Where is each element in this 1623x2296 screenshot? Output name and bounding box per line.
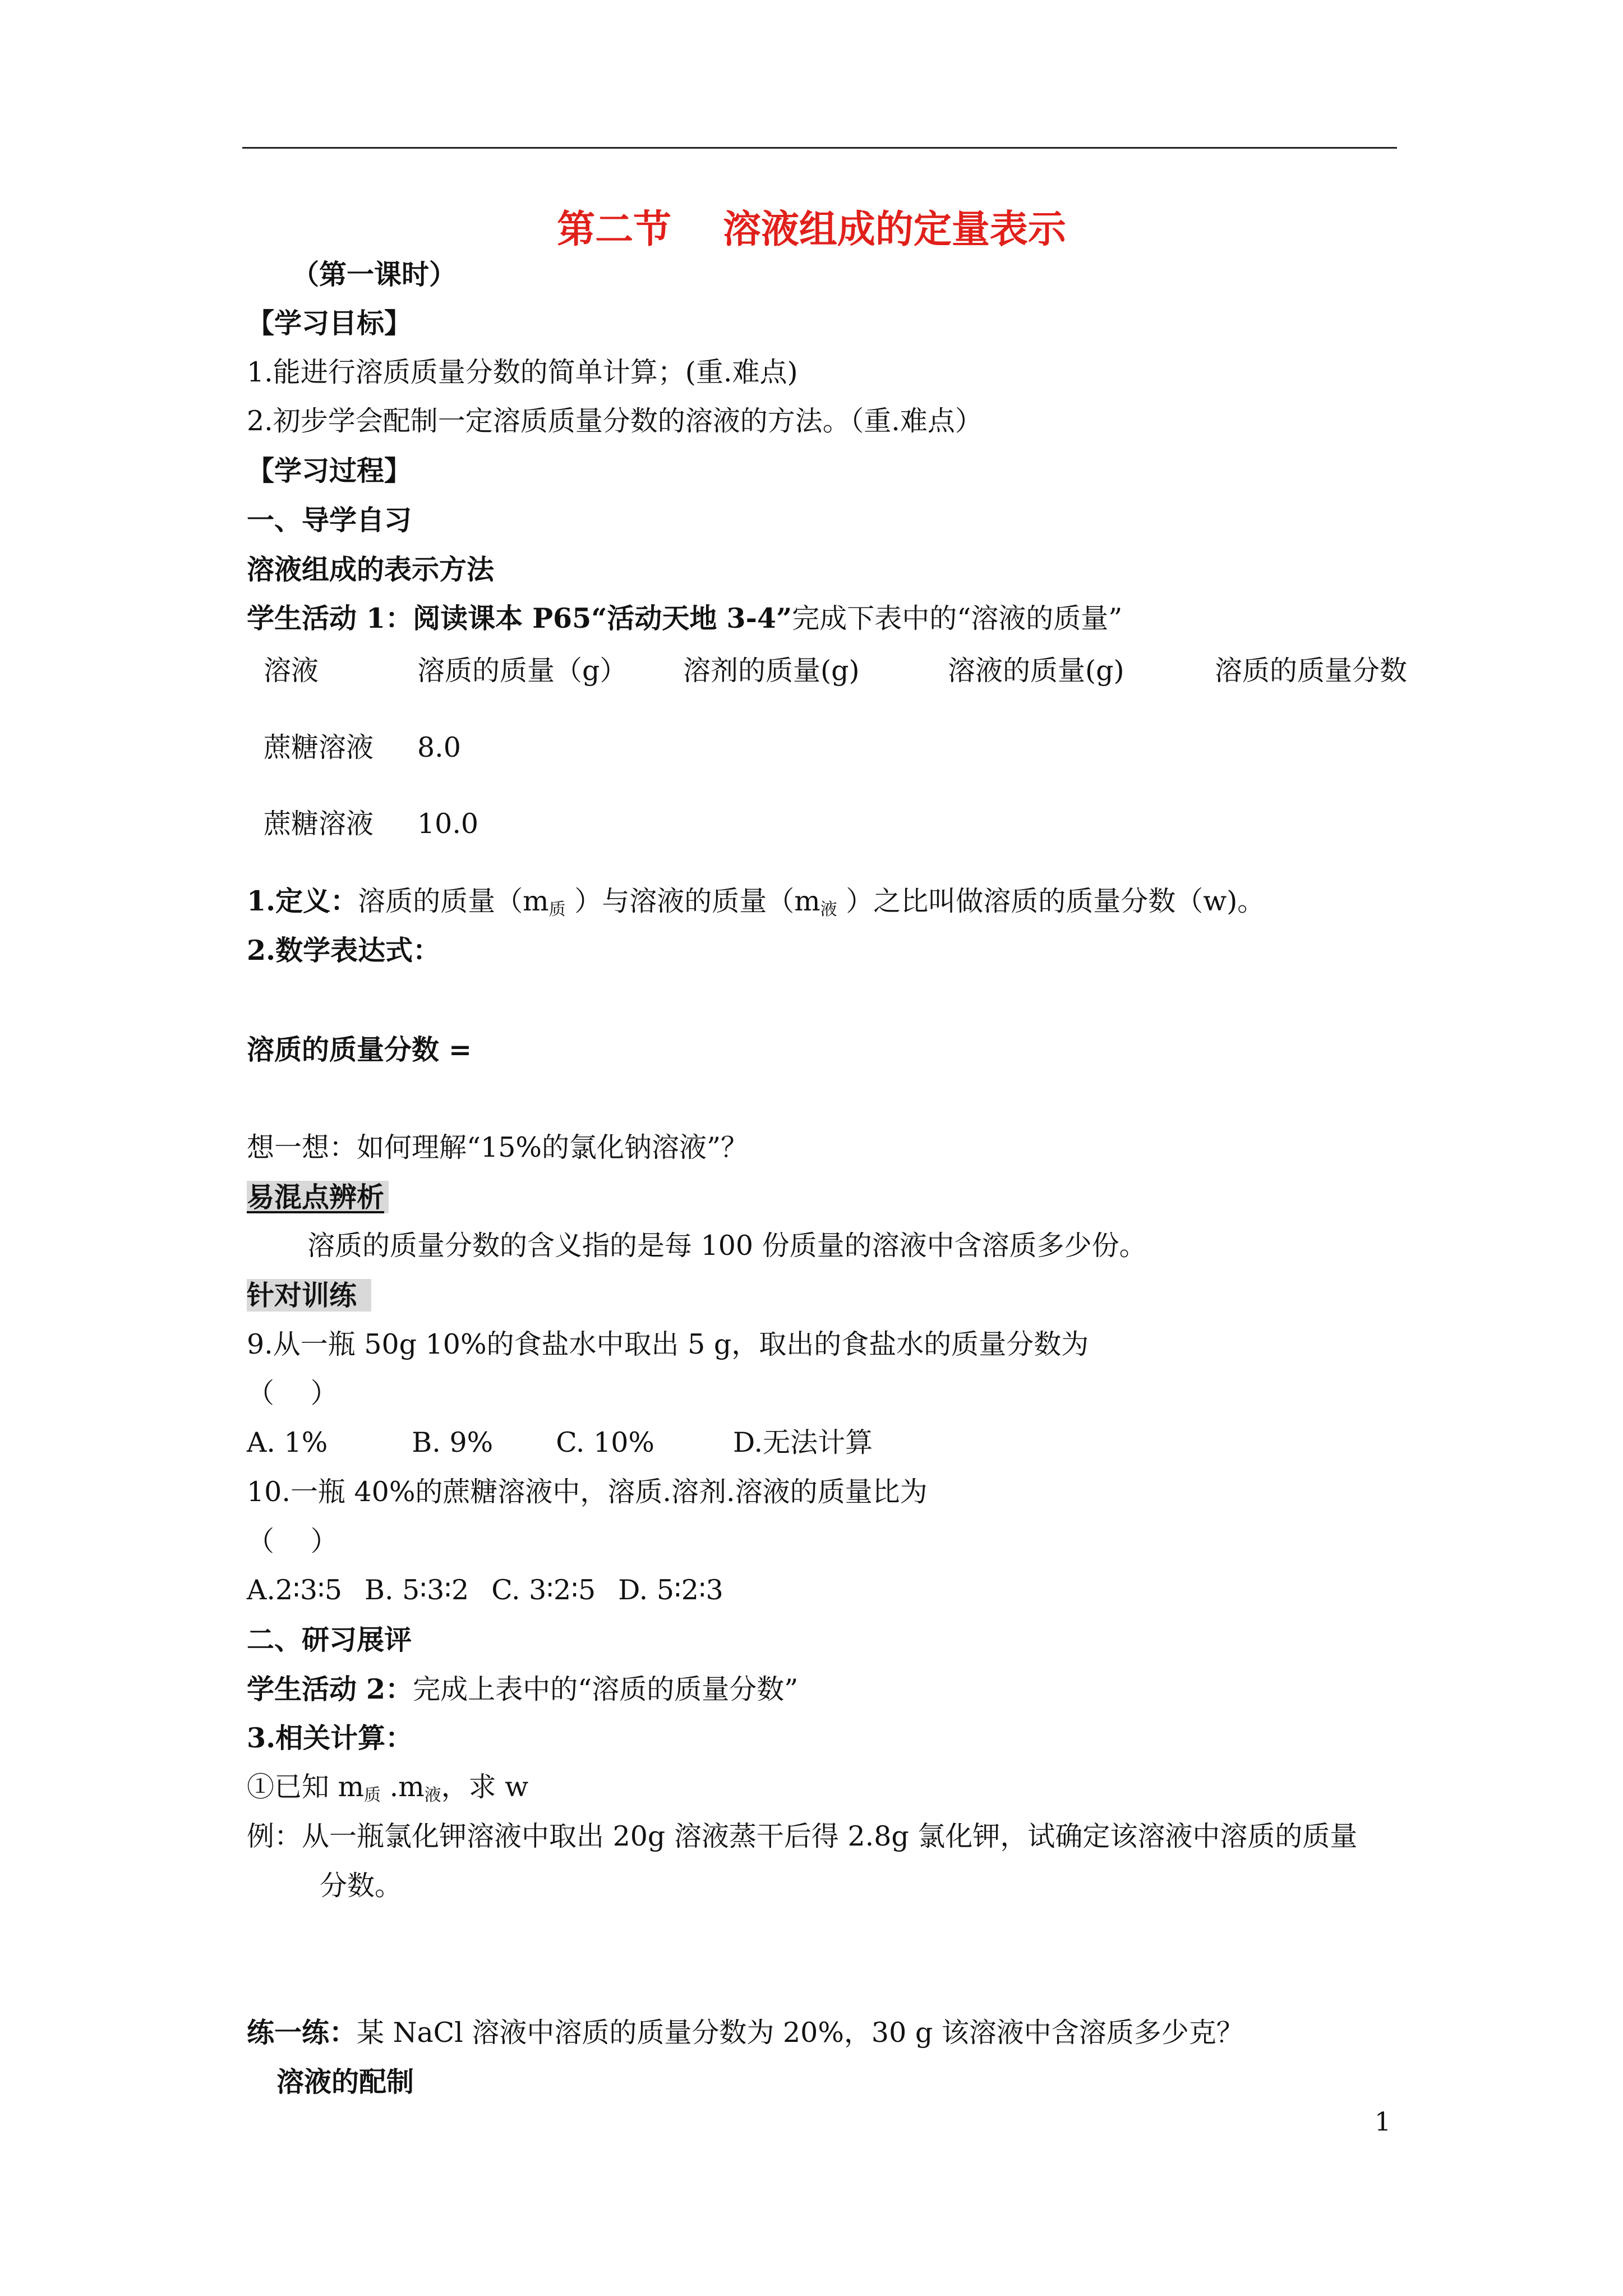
practice-text: 某 NaCl 溶液中溶质的质量分数为 20%，30 g 该溶液中含溶质多少克？ <box>357 2017 1244 2049</box>
table-header-solution-mass: 溶液的质量(g) <box>948 655 1124 687</box>
table-header-solute-mass: 溶质的质量（g） <box>417 655 628 687</box>
confusion-heading <box>247 1180 389 1214</box>
definition-sub-solute: 质 <box>548 900 566 919</box>
activity2 <box>247 1672 798 1707</box>
activity1-text: 完成下表中的“溶液的质量” <box>792 602 1123 634</box>
training-heading <box>247 1278 371 1313</box>
q10-option-b: B. 5∶3∶2 <box>365 1574 469 1606</box>
practice-label: 练一练： <box>247 2016 357 2049</box>
calc-heading: 3.相关计算： <box>247 1722 413 1754</box>
q10-option-a: A.2∶3∶5 <box>247 1574 342 1606</box>
activity2-text: 完成上表中的“溶质的质量分数” <box>413 1673 799 1705</box>
q10-option-c: C. 3∶2∶5 <box>491 1574 596 1606</box>
goal-1: 1.能进行溶质质量分数的简单计算；(重.难点) <box>247 356 798 388</box>
definition-label: 1.定义： <box>247 885 358 917</box>
known-text-2: .m <box>381 1771 425 1803</box>
page-title: 第二节 溶液组成的定量表示 <box>557 207 1066 252</box>
table-row-2-solution: 蔗糖溶液 <box>264 808 374 840</box>
goals-heading: 【学习目标】 <box>247 307 412 339</box>
q9-option-d: D.无法计算 <box>733 1427 873 1458</box>
known-sub-solute: 质 <box>364 1786 381 1805</box>
definition-sub-solution: 液 <box>820 900 837 919</box>
table-header-solution: 溶液 <box>264 655 319 687</box>
known-text-3: ，求 w <box>441 1771 529 1803</box>
definition-text-2: ）与溶液的质量（m <box>565 885 820 917</box>
known-text-1: ①已知 m <box>247 1771 365 1803</box>
representation-subheading: 溶液组成的表示方法 <box>247 553 495 586</box>
question-10-stem: 10.一瓶 40%的蔗糖溶液中，溶质.溶剂.溶液的质量比为 <box>247 1476 928 1508</box>
question-9-paren: （ ） <box>247 1377 338 1409</box>
preparation-heading: 溶液的配制 <box>276 2065 414 2098</box>
lesson-period: （第一课时） <box>292 258 457 291</box>
known-sub-solution: 液 <box>424 1786 441 1805</box>
header-rule <box>242 147 1397 149</box>
table-row-1-solution: 蔗糖溶液 <box>264 731 374 763</box>
definition-text-3: ）之比叫做溶质的质量分数（w)。 <box>837 885 1265 917</box>
practice-line <box>247 2015 1244 2050</box>
definition-text-1: 溶质的质量（m <box>358 885 549 917</box>
example-line-2: 分数。 <box>320 1870 403 1902</box>
table-header-solvent-mass: 溶剂的质量(g) <box>683 655 860 687</box>
page-number: 1 <box>1375 2106 1391 2137</box>
table-row-1-solute-mass: 8.0 <box>417 731 461 763</box>
training-heading-text: 针对训练 <box>247 1279 371 1312</box>
section1-heading: 一、导学自习 <box>247 504 412 536</box>
q9-option-b: B. 9% <box>412 1427 494 1458</box>
goal-2: 2.初步学会配制一定溶质质量分数的溶液的方法。（重.难点） <box>247 405 983 437</box>
question-9-stem: 9.从一瓶 50g 10%的食盐水中取出 5 g，取出的食盐水的质量分数为 <box>247 1328 1089 1360</box>
formula-heading: 2.数学表达式： <box>247 934 441 967</box>
example-line-1: 例：从一瓶氯化钾溶液中取出 20g 溶液蒸干后得 2.8g 氯化钾，试确定该溶液中溶质的质量 <box>247 1820 1358 1852</box>
question-10-options <box>247 1573 723 1608</box>
table-header-mass-fraction: 溶质的质量分数 <box>1215 655 1408 687</box>
confusion-text: 溶质的质量分数的含义指的是每 100 份质量的溶液中含溶质多少份。 <box>307 1230 1147 1262</box>
question-9-options <box>247 1425 873 1460</box>
q10-option-d: D. 5∶2∶3 <box>618 1574 723 1606</box>
activity2-label: 学生活动 2： <box>247 1673 413 1705</box>
process-heading: 【学习过程】 <box>247 454 412 487</box>
confusion-heading-text: 易混点辨析 <box>247 1181 389 1213</box>
activity1 <box>247 601 1122 636</box>
question-10-paren: （ ） <box>247 1525 338 1557</box>
section2-heading: 二、研习展评 <box>247 1623 412 1656</box>
table-row-2-solute-mass: 10.0 <box>417 808 479 840</box>
q9-option-a: A. 1% <box>247 1427 328 1458</box>
activity1-label: 学生活动 1：阅读课本 P65“活动天地 3-4” <box>247 602 792 634</box>
definition <box>247 884 1265 927</box>
q9-option-c: C. 10% <box>556 1427 654 1458</box>
think-question: 想一想：如何理解“15%的氯化钠溶液”？ <box>247 1131 749 1163</box>
formula-label: 溶质的质量分数 = <box>247 1033 472 1066</box>
known-line <box>247 1770 528 1813</box>
